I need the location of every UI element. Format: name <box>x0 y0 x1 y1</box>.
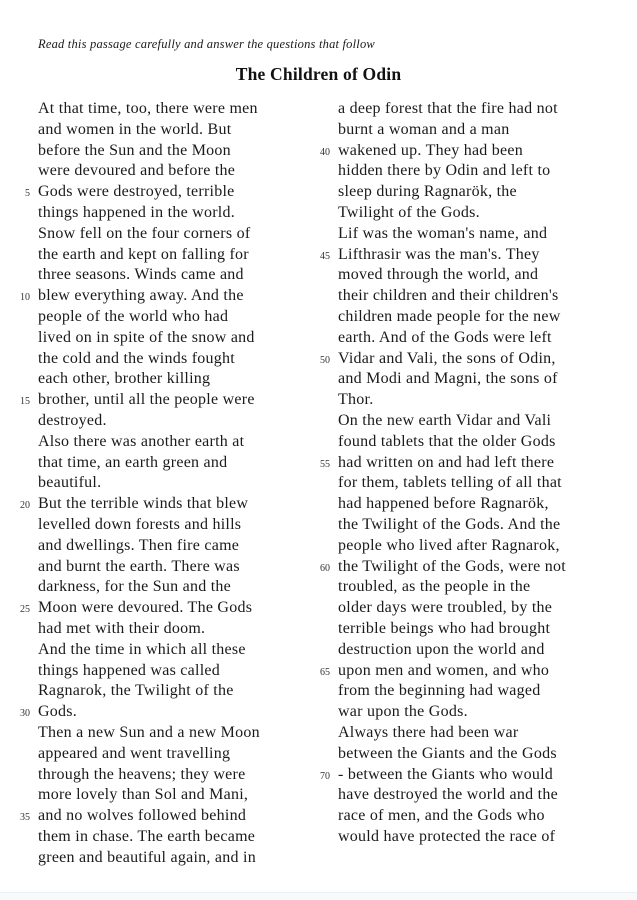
page-bottom-edge <box>0 892 637 900</box>
line-number: 30 <box>20 708 30 720</box>
line-text: But the terrible winds that blew <box>38 495 249 513</box>
line-text: Moon were devoured. The Gods <box>38 599 253 617</box>
line-number: 45 <box>320 250 330 262</box>
line-text: had met with their doom. <box>38 619 206 637</box>
line-text: were devoured and before the <box>38 162 236 180</box>
passage-line <box>0 827 300 848</box>
line-text: terrible beings who had brought <box>338 619 551 637</box>
line-text: war upon the Gods. <box>338 703 468 721</box>
line-text: and women in the world. But <box>38 120 232 138</box>
line-text: their children and their children's <box>338 287 559 305</box>
passage-line <box>300 203 600 224</box>
passage-column-right <box>300 99 600 868</box>
line-text: would have protected the race of <box>338 827 556 845</box>
line-text: between the Giants and the Gods <box>338 744 557 762</box>
line-text: destruction upon the world and <box>338 640 545 658</box>
passage-line <box>0 161 300 182</box>
passage-line <box>0 120 300 141</box>
line-number: 10 <box>20 292 30 304</box>
line-text: troubled, as the people in the <box>338 578 531 596</box>
passage-line <box>300 286 600 307</box>
line-text: At that time, too, there were men <box>38 100 258 117</box>
passage-line <box>300 411 600 432</box>
passage-line <box>300 577 600 598</box>
passage-line <box>300 141 600 162</box>
line-text: beautiful. <box>38 474 102 492</box>
passage-line <box>300 661 600 682</box>
line-text: children made people for the new <box>338 307 561 325</box>
line-text: appeared and went travelling <box>38 744 231 762</box>
passage-line <box>0 785 300 806</box>
line-number: 25 <box>20 604 30 616</box>
passage-columns <box>0 99 637 868</box>
line-text: the Twilight of the Gods, were not <box>338 557 566 575</box>
line-text: and Modi and Magni, the sons of <box>338 370 558 388</box>
line-text: brother, until all the people were <box>38 391 255 409</box>
line-text: three seasons. Winds came and <box>38 266 244 284</box>
line-number: 70 <box>320 770 330 782</box>
passage-line <box>0 765 300 786</box>
passage-line <box>300 453 600 474</box>
line-text: sleep during Ragnarök, the <box>338 183 517 201</box>
passage-line <box>0 245 300 266</box>
passage-line <box>300 515 600 536</box>
line-text: Ragnarok, the Twilight of the <box>38 682 234 700</box>
line-number: 60 <box>320 562 330 574</box>
line-text: the Twilight of the Gods. And the <box>338 515 561 533</box>
line-text: And the time in which all these <box>38 640 246 658</box>
line-text: Always there had been war <box>338 723 519 741</box>
passage-line <box>0 369 300 390</box>
passage-line <box>0 182 300 203</box>
passage-line <box>300 744 600 765</box>
passage-line <box>0 619 300 640</box>
line-text: a deep forest that the fire had not <box>338 100 558 117</box>
passage-line <box>0 141 300 162</box>
passage-line <box>0 848 300 869</box>
passage-line <box>300 473 600 494</box>
passage-line <box>300 557 600 578</box>
line-text: each other, brother killing <box>38 370 211 388</box>
line-text: found tablets that the older Gods <box>338 432 556 450</box>
line-number: 40 <box>320 146 330 158</box>
line-number: 50 <box>320 354 330 366</box>
passage-line <box>0 723 300 744</box>
line-text: destroyed. <box>38 411 107 429</box>
passage-line <box>300 785 600 806</box>
passage-line <box>300 224 600 245</box>
passage-line <box>0 515 300 536</box>
line-text: had written on and had left there <box>338 453 555 471</box>
passage-line <box>300 681 600 702</box>
passage-line <box>0 432 300 453</box>
passage-line <box>300 619 600 640</box>
passage-line <box>0 411 300 432</box>
passage-line <box>0 640 300 661</box>
line-text: people of the world who had <box>38 307 229 325</box>
instruction-text: Read this passage carefully and answer the questions that follow <box>38 37 375 51</box>
passage-line <box>300 702 600 723</box>
line-text: for them, tablets telling of all that <box>338 474 562 492</box>
passage-line <box>300 598 600 619</box>
passage-line <box>300 120 600 141</box>
passage-line <box>300 161 600 182</box>
passage-line <box>300 99 600 120</box>
passage-line <box>0 681 300 702</box>
passage-line <box>300 765 600 786</box>
line-number: 55 <box>320 458 330 470</box>
passage-line <box>0 494 300 515</box>
passage-line <box>0 453 300 474</box>
line-text: through the heavens; they were <box>38 765 246 783</box>
line-text: the earth and kept on falling for <box>38 245 249 263</box>
passage-line <box>0 473 300 494</box>
passage-line <box>0 307 300 328</box>
line-text: and dwellings. Then fire came <box>38 536 240 554</box>
line-number: 65 <box>320 666 330 678</box>
line-text: the cold and the winds fought <box>38 349 235 367</box>
passage-line <box>300 827 600 848</box>
passage-line <box>300 536 600 557</box>
passage-line <box>300 245 600 266</box>
passage-line <box>0 598 300 619</box>
line-text: blew everything away. And the <box>38 287 244 305</box>
line-text: things happened was called <box>38 661 220 679</box>
line-text: wakened up. They had been <box>338 141 523 159</box>
passage-line <box>0 557 300 578</box>
line-text: more lovely than Sol and Mani, <box>38 786 249 804</box>
line-number: 15 <box>20 396 30 408</box>
passage-line <box>0 286 300 307</box>
line-text: Also there was another earth at <box>38 432 245 450</box>
passage-line <box>0 349 300 370</box>
line-text: people who lived after Ragnarok, <box>338 536 560 554</box>
passage-line <box>0 702 300 723</box>
passage-line <box>300 182 600 203</box>
passage-line <box>300 349 600 370</box>
line-text: darkness, for the Sun and the <box>38 578 231 596</box>
passage-line <box>0 661 300 682</box>
line-text: Vidar and Vali, the sons of Odin, <box>338 349 556 367</box>
passage-line <box>0 577 300 598</box>
passage-title: The Children of Odin <box>235 64 402 84</box>
line-text: Snow fell on the four corners of <box>38 224 251 242</box>
line-text: green and beautiful again, and in <box>38 848 256 866</box>
line-text: lived on in spite of the snow and <box>38 328 255 346</box>
line-text: and burnt the earth. There was <box>38 557 240 575</box>
line-text: things happened in the world. <box>38 203 235 221</box>
passage-line <box>0 536 300 557</box>
passage-line <box>300 390 600 411</box>
line-text: earth. And of the Gods were left <box>338 328 552 346</box>
line-number: 5 <box>25 188 30 200</box>
passage-line <box>0 99 300 120</box>
passage-column-left <box>0 99 300 868</box>
line-number: 20 <box>20 500 30 512</box>
line-number: 35 <box>20 812 30 824</box>
line-text: before the Sun and the Moon <box>38 141 231 159</box>
line-text: that time, an earth green and <box>38 453 228 471</box>
line-text: upon men and women, and who <box>338 661 550 679</box>
line-text: Twilight of the Gods. <box>338 203 480 221</box>
line-text: Gods were destroyed, terrible <box>38 183 235 201</box>
passage-line <box>300 328 600 349</box>
line-text: Then a new Sun and a new Moon <box>38 723 260 741</box>
line-text: Lif was the woman's name, and <box>338 224 548 242</box>
passage-line <box>300 640 600 661</box>
passage-line <box>0 224 300 245</box>
line-text: burnt a woman and a man <box>338 120 510 138</box>
passage-line <box>0 328 300 349</box>
line-text: Thor. <box>338 391 374 409</box>
line-text: Gods. <box>38 703 78 721</box>
passage-line <box>0 806 300 827</box>
passage-line <box>300 723 600 744</box>
passage-line <box>0 744 300 765</box>
line-text: hidden there by Odin and left to <box>338 162 551 180</box>
passage-line <box>300 806 600 827</box>
line-text: older days were troubled, by the <box>338 599 553 617</box>
line-text: them in chase. The earth became <box>38 827 256 845</box>
line-text: race of men, and the Gods who <box>338 807 545 825</box>
passage-line <box>300 494 600 515</box>
line-text: - between the Giants who would <box>338 765 554 783</box>
passage-line <box>300 307 600 328</box>
line-text: On the new earth Vidar and Vali <box>338 411 552 429</box>
line-text: levelled down forests and hills <box>38 515 242 533</box>
line-text: Lifthrasir was the man's. They <box>338 245 540 263</box>
line-text: from the beginning had waged <box>338 682 541 700</box>
line-text: and no wolves followed behind <box>38 807 247 825</box>
line-text: moved through the world, and <box>338 266 539 284</box>
passage-line <box>0 265 300 286</box>
passage-line <box>300 265 600 286</box>
passage-line <box>0 203 300 224</box>
line-text: have destroyed the world and the <box>338 786 558 804</box>
passage-line <box>300 432 600 453</box>
line-text: had happened before Ragnarök, <box>338 495 549 513</box>
passage-line <box>300 369 600 390</box>
passage-line <box>0 390 300 411</box>
